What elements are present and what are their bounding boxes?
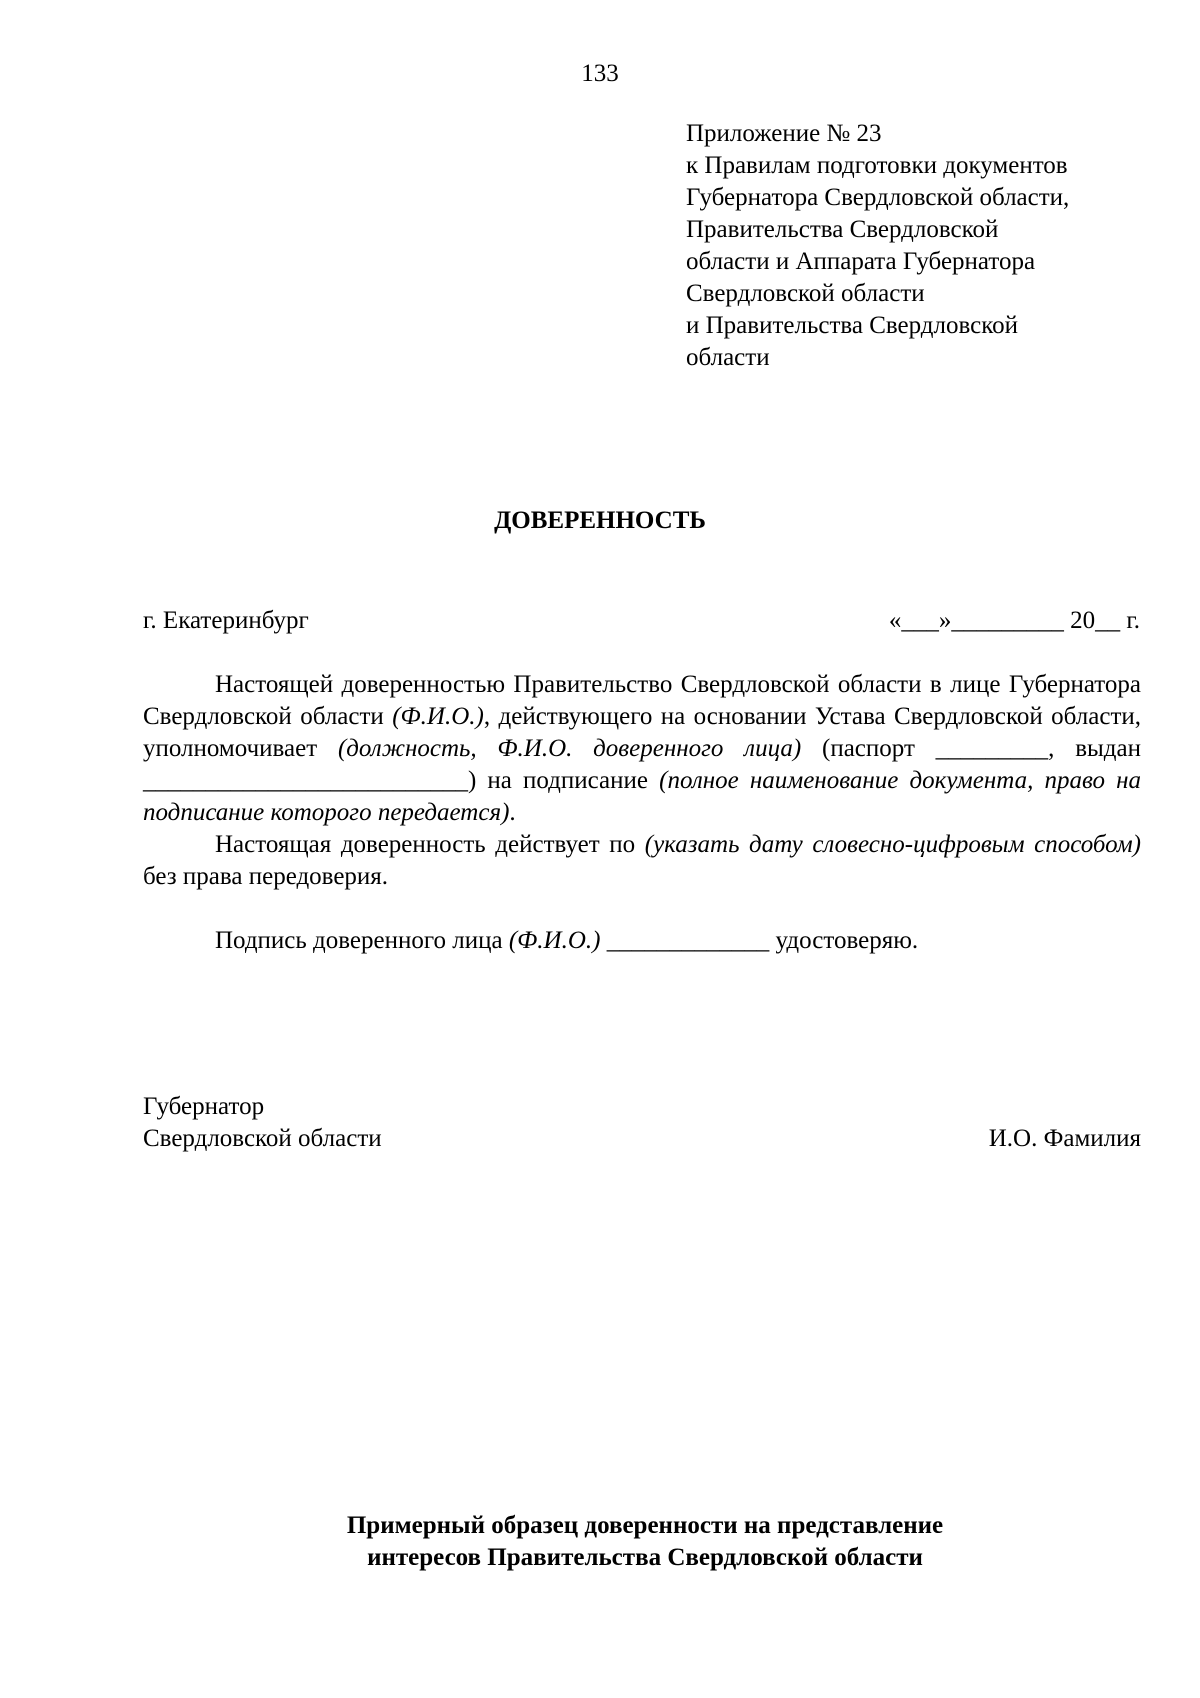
appendix-reference (686, 118, 1156, 374)
signatory-position-line2: Свердловской области (143, 1125, 382, 1152)
appendix-line: к Правилам подготовки документов (686, 152, 1068, 179)
document-title: ДОВЕРЕННОСТЬ (494, 507, 706, 534)
appendix-line: и Правительства Свердловской (686, 312, 1019, 339)
date-placeholder: «___»_________ 20__ г. (888, 607, 1140, 634)
sample-heading-line2: интересов Правительства Свердловской области (367, 1544, 923, 1571)
page-number: 133 (581, 60, 619, 87)
body-paragraph-signature (143, 925, 1141, 957)
appendix-line: Приложение № 23 (686, 120, 882, 147)
body-italic-segment: (полное наименование документа, право на подписание которого передается) (143, 767, 1141, 826)
signatory-block (143, 1091, 1141, 1155)
body-italic-segment: (Ф.И.О.) (392, 703, 484, 730)
document-body (143, 669, 1141, 957)
city: г. Екатеринбург (143, 607, 309, 634)
signatory-row (143, 1123, 1141, 1155)
appendix-line: области (686, 344, 770, 371)
body-italic-segment: (Ф.И.О.) (508, 927, 601, 954)
body-text-segment: , действующего на основании Устава Свердловской области, уполномочивает (143, 703, 1142, 762)
body-italic-segment: (указать дату словесно-цифровым способом) (644, 831, 1141, 858)
body-italic-segment: (должность, Ф.И.О. доверенного лица) (337, 735, 802, 762)
sample-heading (0, 1510, 1200, 1574)
body-paragraph-validity (143, 829, 1141, 893)
body-text-segment: Настоящая доверенность действует по (215, 831, 645, 858)
body-text-segment: Подпись доверенного лица (215, 927, 509, 954)
signatory-name: И.О. Фамилия (988, 1125, 1141, 1152)
appendix-line: Губернатора Свердловской области, (686, 184, 1070, 211)
body-paragraph-authority (143, 669, 1141, 829)
appendix-line: Правительства Свердловской (686, 216, 999, 243)
body-text-segment: Настоящей доверенностью Правительство Свердловской области в лице Губернатора Свердловской области (143, 671, 1141, 730)
signatory-position-line1: Губернатор (143, 1093, 265, 1120)
body-text-segment: без права передоверия. (143, 863, 389, 890)
sample-heading-line1: Примерный образец доверенности на представление (346, 1512, 944, 1539)
appendix-line: Свердловской области (686, 280, 925, 307)
body-text-segment: . (509, 799, 516, 826)
body-text-segment: (паспорт _________, выдан __________________________) на подписание (143, 735, 1141, 794)
appendix-line: области и Аппарата Губернатора (686, 248, 1036, 275)
body-text-segment: _____________ удостоверяю. (600, 927, 919, 954)
